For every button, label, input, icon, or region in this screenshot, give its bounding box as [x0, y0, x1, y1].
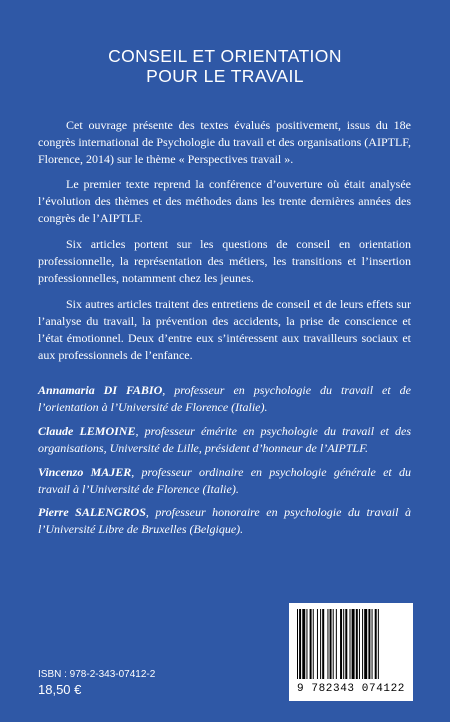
barcode-bar	[340, 609, 342, 679]
barcode-bar	[350, 609, 351, 679]
barcode-bars	[295, 609, 407, 681]
author-description: , professeur émérite en psychologie du travail et des organisations, Université de Lille, président d’honneur de l’AIPTLF.	[38, 424, 411, 455]
barcode-bar	[364, 609, 367, 679]
barcode-bar	[375, 609, 377, 679]
description-paragraph-1: Cet ouvrage présente des textes évalués positivement, issus du 18e congrès international de Psychologie du travail et des organisations (AIPTLF, Florence, 2014) sur le thème « Perspectives travail ».	[38, 118, 411, 166]
barcode-bar	[368, 609, 370, 679]
author-description: , professeur honoraire en psychologie du travail à l’Université Libre de Bruxelles (Belgique).	[38, 505, 411, 536]
barcode-digits: 9 782343 074122	[296, 683, 406, 695]
barcode-bar	[336, 609, 337, 679]
barcode-bar	[330, 609, 332, 679]
barcode-bar	[345, 609, 347, 679]
barcode-bar	[322, 609, 324, 679]
description-paragraph-2: Le premier texte reprend la conférence d’ouverture où était analysée l’évolution des thèmes et des méthodes dans les trente dernières années des congrès de l’AIPTLF.	[38, 177, 411, 225]
book-title	[0, 46, 450, 86]
barcode-bar	[352, 609, 355, 679]
barcode	[289, 603, 413, 701]
description-paragraph-4: Six autres articles traitent des entretiens de conseil et de leurs effets sur l’analyse du travail, la prévention des accidents, la prise de conscience et l’état émotionnel. Deux d’entre eux s’intéressent aux travailleurs sociaux et aux professionnels de l’enfance.	[38, 297, 411, 362]
author-bio-2	[38, 423, 411, 457]
author-description: , professeur en psychologie du travail et de l’orientation à l’Université de Florence (Italie).	[38, 383, 411, 414]
barcode-bar	[299, 609, 301, 679]
barcode-bar	[302, 609, 305, 679]
author-bio-3	[38, 464, 411, 498]
barcode-bar	[356, 609, 358, 679]
price-text: 18,50 €	[38, 682, 82, 697]
barcode-bar	[317, 609, 318, 679]
author-name: Vincenzo MAJER	[38, 465, 132, 479]
barcode-bar	[378, 609, 379, 679]
isbn-text: ISBN : 978-2-343-07412-2	[38, 669, 156, 680]
title-line-2: POUR LE TRAVAIL	[146, 66, 304, 86]
barcode-bar	[343, 609, 344, 679]
barcode-bar	[333, 609, 334, 679]
author-description: , professeur ordinaire en psychologie générale et du travail à l’Université de Florence (Italie).	[38, 465, 411, 496]
barcode-bar	[362, 609, 363, 679]
barcode-bar	[359, 609, 360, 679]
author-name: Pierre SALENGROS	[38, 505, 146, 519]
author-name: Claude LEMOINE	[38, 424, 136, 438]
author-bio-1	[38, 382, 411, 416]
barcode-bar	[320, 609, 321, 679]
barcode-bar	[297, 609, 298, 679]
author-name: Annamaria DI FABIO	[38, 383, 163, 397]
barcode-bar	[306, 609, 307, 679]
author-bio-4	[38, 504, 411, 538]
description-paragraph-3: Six articles portent sur les questions de conseil en orientation professionnelle, la représentation des métiers, les transitions et l’insertion professionnelles, notamment chez les jeunes.	[38, 237, 411, 285]
barcode-bar	[327, 609, 328, 679]
title-line-1: CONSEIL ET ORIENTATION	[108, 46, 342, 66]
barcode-bar	[372, 609, 373, 679]
barcode-bar	[310, 609, 312, 679]
barcode-bar	[313, 609, 314, 679]
